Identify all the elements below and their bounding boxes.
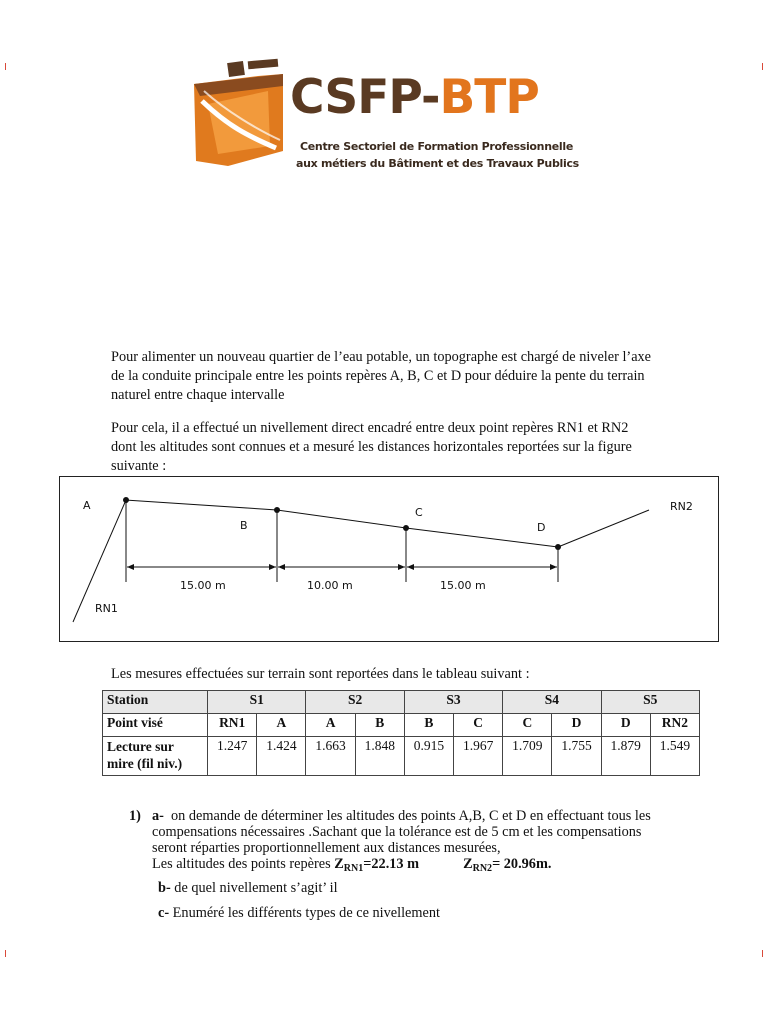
question-1c xyxy=(158,905,440,921)
point-row xyxy=(103,714,700,737)
text-line: Pour alimenter un nouveau quartier de l’eau potable, un topographe est chargé de niveler l’axe xyxy=(111,349,652,365)
station-s3: S3 xyxy=(404,691,502,714)
altitudes-prefix: Les altitudes des points repères xyxy=(152,856,335,872)
crop-mark xyxy=(762,950,763,957)
question-1b-letter: b- xyxy=(158,880,171,896)
rn2-line xyxy=(558,510,649,547)
point-cell: D xyxy=(601,714,650,737)
label-rn2: RN2 xyxy=(670,500,693,513)
reading-label xyxy=(103,737,208,776)
logo-subtitle-1: Centre Sectoriel de Formation Professionnelle xyxy=(300,140,573,153)
question-1b-text: de quel nivellement s’agit’ il xyxy=(170,880,338,896)
question-1a-continuation xyxy=(152,824,712,856)
leveling-figure xyxy=(59,476,719,642)
reading-label-line-2: mire (fil niv.) xyxy=(107,756,183,771)
distance-bc: 10.00 m xyxy=(307,579,353,592)
reading-cell: 1.755 xyxy=(552,737,601,776)
text-line: seront réparties proportionnellement aux distances mesurées, xyxy=(152,840,501,856)
reading-cell: 1.879 xyxy=(601,737,650,776)
text-line: naturel entre chaque intervalle xyxy=(111,387,285,403)
label-c: C xyxy=(415,506,423,519)
reading-cell: 1.549 xyxy=(650,737,699,776)
distance-ab: 15.00 m xyxy=(180,579,226,592)
terrain-profile xyxy=(126,500,558,547)
question-1b xyxy=(158,880,338,896)
rn2-altitude: = 20.96m. xyxy=(492,856,552,872)
question-1a-letter: a- xyxy=(152,808,164,824)
reading-cell: 1.967 xyxy=(454,737,503,776)
reading-cell: 0.915 xyxy=(404,737,453,776)
label-rn1: RN1 xyxy=(95,602,118,615)
station-s5: S5 xyxy=(601,691,699,714)
point-cell: RN2 xyxy=(650,714,699,737)
logo-emblem-icon xyxy=(188,56,288,171)
crop-mark xyxy=(5,63,6,70)
station-s4: S4 xyxy=(503,691,601,714)
logo-subtitle-2: aux métiers du Bâtiment et des Travaux Publics xyxy=(296,157,579,170)
point-cell: A xyxy=(257,714,306,737)
point-cell: RN1 xyxy=(208,714,257,737)
text-line: Pour cela, il a effectué un nivellement direct encadré entre deux point repères RN1 et RN2 xyxy=(111,420,629,436)
reading-row xyxy=(103,737,700,776)
point-cell: D xyxy=(552,714,601,737)
crop-mark xyxy=(762,63,763,70)
rn1-subscript: RN1 xyxy=(343,863,364,874)
reading-cell: 1.709 xyxy=(503,737,552,776)
reading-cell: 1.247 xyxy=(208,737,257,776)
rn2-subscript: RN2 xyxy=(472,863,493,874)
station-row xyxy=(103,691,700,714)
distance-cd: 15.00 m xyxy=(440,579,486,592)
question-1a-line-1: on demande de déterminer les altitudes des points A,B, C et D en effectuant tous les xyxy=(171,808,651,824)
question-1c-text: Enuméré les différents types de ce nivellement xyxy=(169,905,440,921)
text-line: compensations nécessaires .Sachant que la tolérance est de 5 cm et les compensations xyxy=(152,824,642,840)
question-1c-letter: c- xyxy=(158,905,170,921)
station-label: Station xyxy=(103,691,208,714)
measurements-table xyxy=(102,690,700,776)
point-cell: B xyxy=(355,714,404,737)
intro-paragraph-2 xyxy=(111,419,721,476)
rn1-altitude: =22.13 m xyxy=(363,856,420,872)
label-a: A xyxy=(83,499,91,512)
crop-mark xyxy=(5,950,6,957)
table-intro: Les mesures effectuées sur terrain sont reportées dans le tableau suivant : xyxy=(111,666,530,682)
text-line: suivante : xyxy=(111,458,167,474)
point-cell: B xyxy=(404,714,453,737)
z-rn2-letter: Z xyxy=(463,856,473,872)
reading-label-line-1: Lecture sur xyxy=(107,739,174,754)
question-1-number: 1) xyxy=(129,808,141,824)
reference-altitudes xyxy=(152,856,551,877)
logo-title: CSFP-BTP xyxy=(290,70,539,125)
point-cell: C xyxy=(454,714,503,737)
station-s1: S1 xyxy=(208,691,306,714)
intro-paragraph-1 xyxy=(111,348,721,405)
label-b: B xyxy=(240,519,248,532)
point-cell: C xyxy=(503,714,552,737)
z-rn1-letter: Z xyxy=(334,856,344,872)
reading-cell: 1.848 xyxy=(355,737,404,776)
reading-cell: 1.663 xyxy=(306,737,355,776)
point-label: Point visé xyxy=(103,714,208,737)
station-s2: S2 xyxy=(306,691,404,714)
profile-diagram xyxy=(60,477,720,643)
label-d: D xyxy=(537,521,546,534)
point-cell: A xyxy=(306,714,355,737)
text-line: dont les altitudes sont connues et a mesuré les distances horizontales reportées sur la figure xyxy=(111,439,632,455)
text-line: de la conduite principale entre les points repères A, B, C et D pour déduire la pente du terrain xyxy=(111,368,645,384)
reading-cell: 1.424 xyxy=(257,737,306,776)
